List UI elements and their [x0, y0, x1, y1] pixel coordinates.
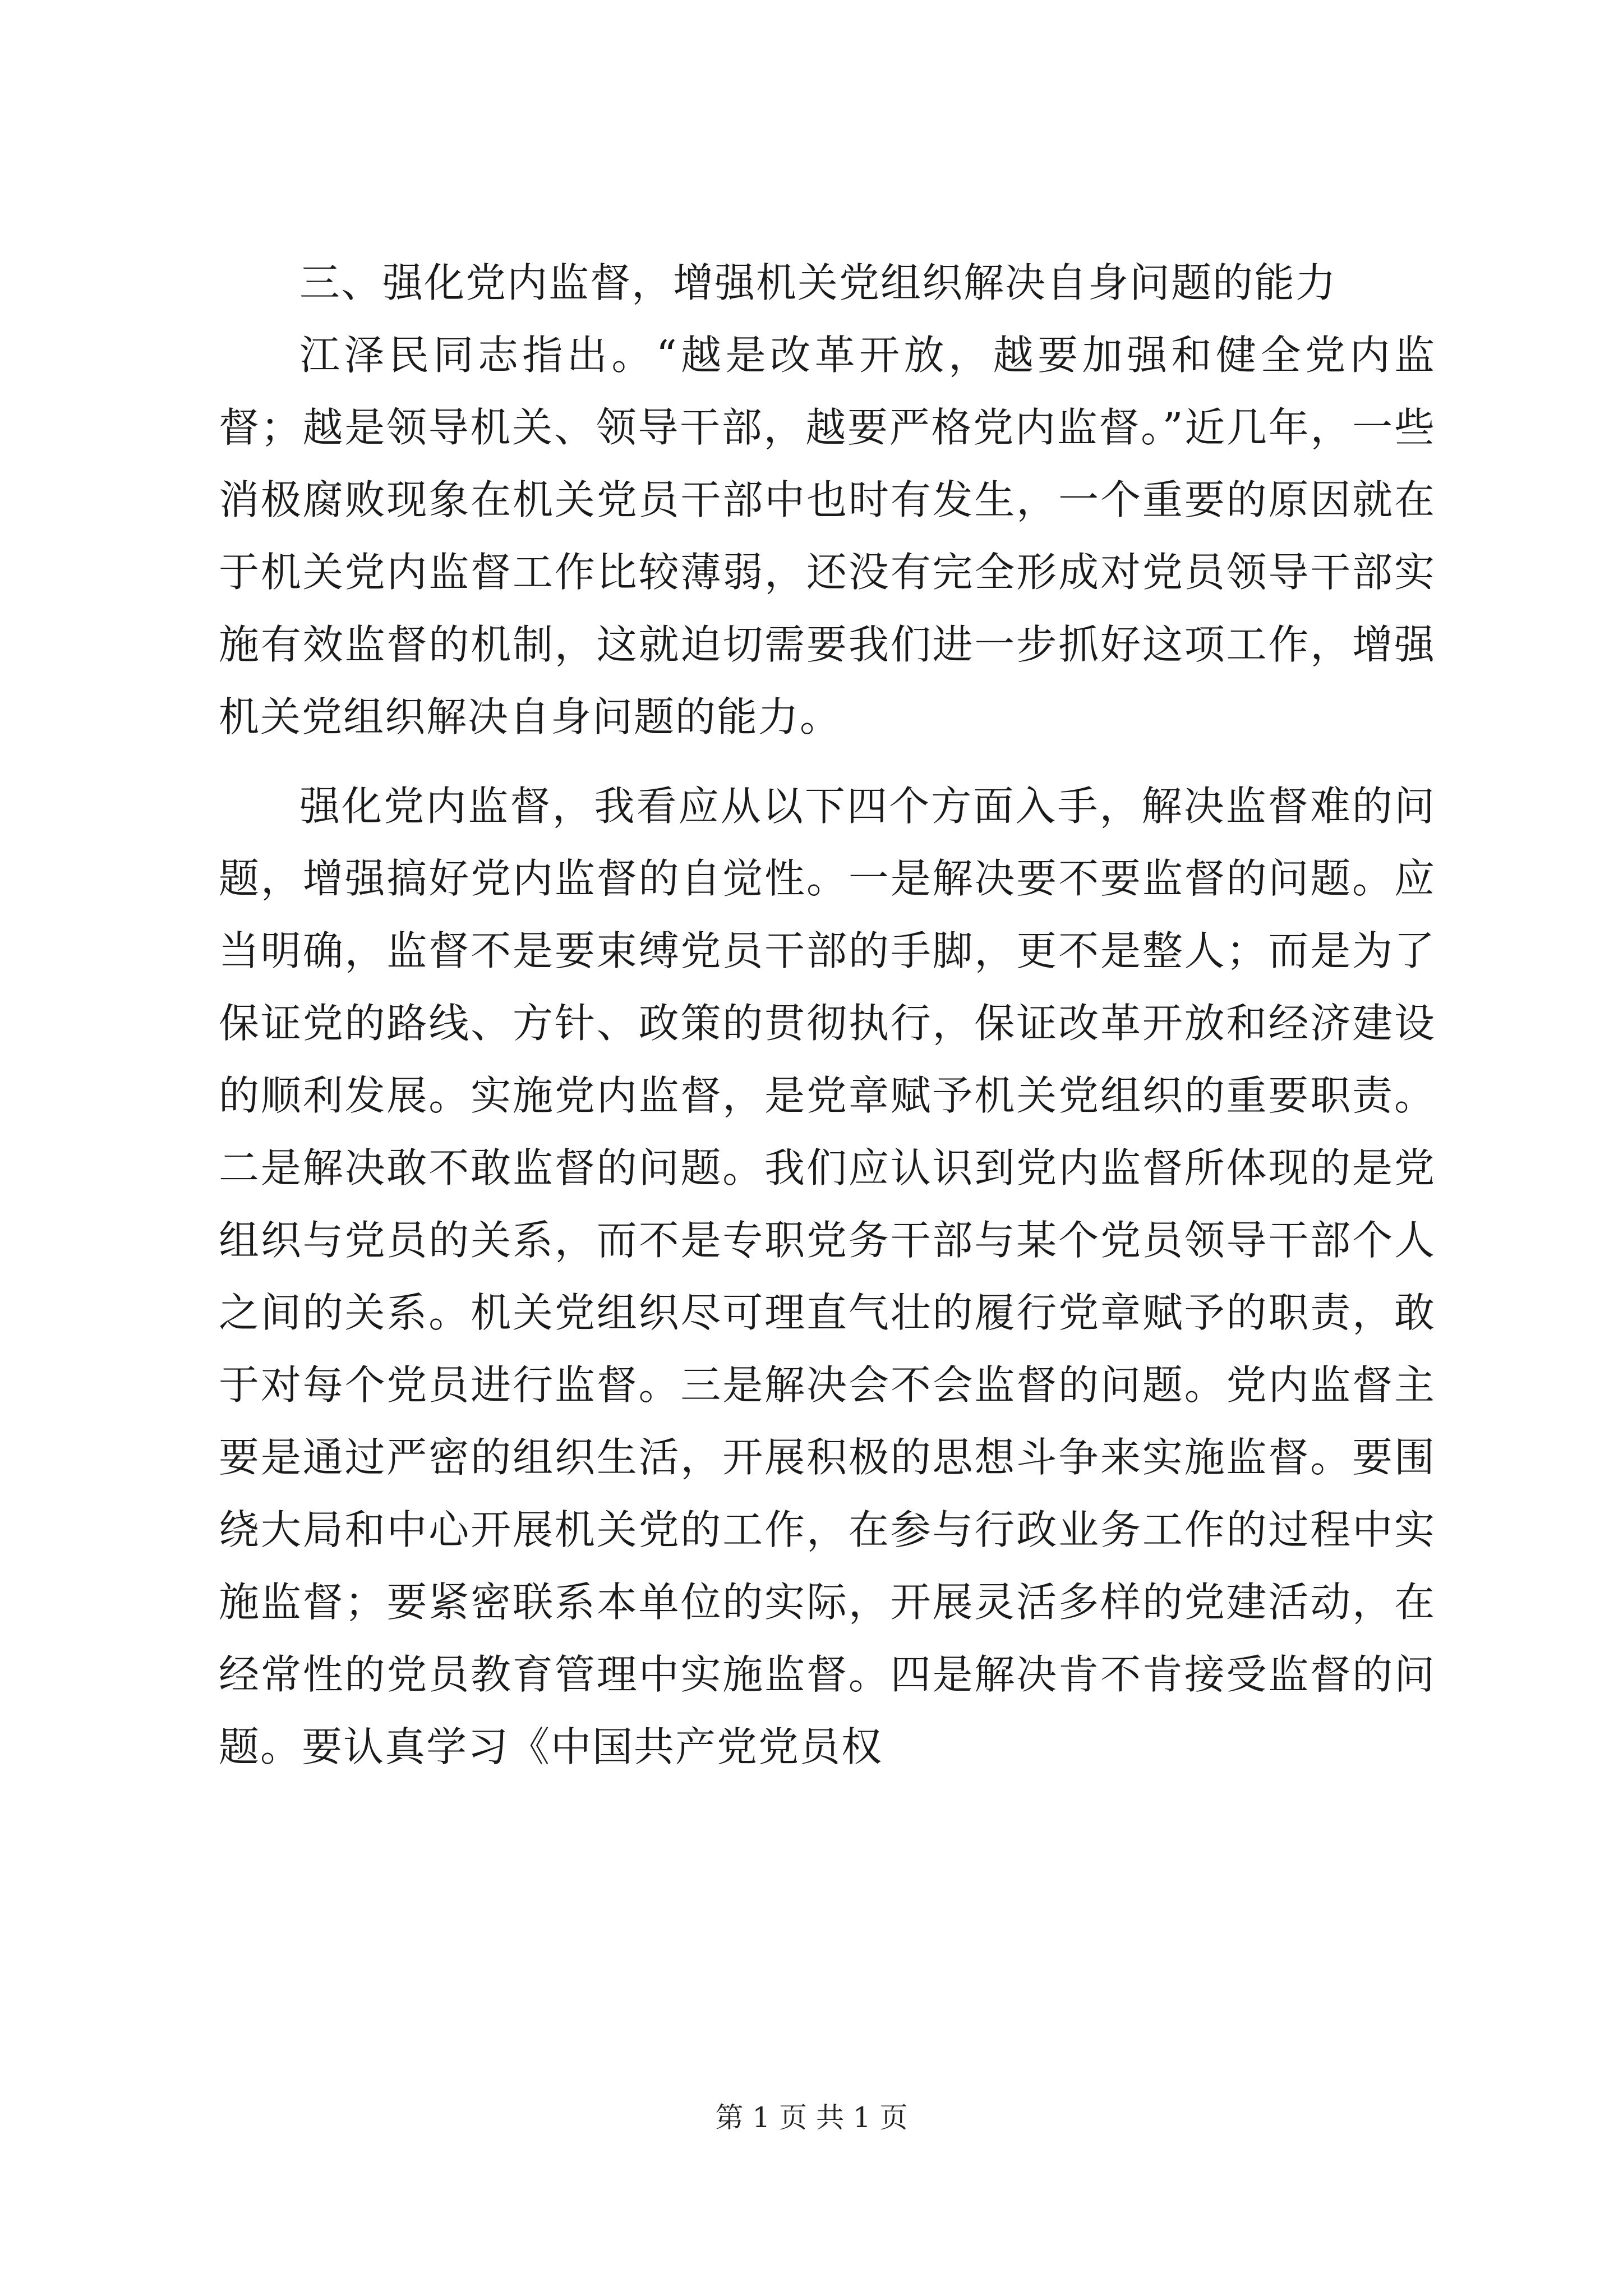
paragraph: 强化党内监督，我看应从以下四个方面入手，解决监督难的问题，增强搞好党内监督的自觉性。一是解决要不要监督的问题。应当明确，监督不是要束缚党员干部的手脚，更不是整人；而是为了保证党的路线、方针、政策的贯彻执行，保证改革开放和经济建设的顺利发展。实施党内监督，是党章赋予机关党组织的重要职责。二是解决敢不敢监督的问题。我们应认识到党内监督所体现的是党组织与党员的关系，而不是专职党务干部与某个党员领导干部个人之间的关系。机关党组织尽可理直气壮的履行党章赋予的职责，敢于对每个党员进行监督。三是解决会不会监督的问题。党内监督主要是通过严密的组织生活，开展积极的思想斗争来实施监督。要围绕大局和中心开展机关党的工作，在参与行政业务工作的过程中实施监督；要紧密联系本单位的实际，开展灵活多样的党建活动，在经常性的党员教育管理中实施监督。四是解决肯不肯接受监督的问题。要认真学习《中国共产党党员权	[219, 783, 1436, 1770]
section-heading: 三、强化党内监督，增强机关党组织解决自身问题的能力	[299, 259, 1338, 306]
document-body	[219, 247, 1436, 1783]
page-footer: 第 1 页 共 1 页	[715, 2101, 908, 2134]
paragraph: 江泽民同志指出。“越是改革开放，越要加强和健全党内监督；越是领导机关、领导干部，越要严格党内监督。”近几年，一些消极腐败现象在机关党员干部中也时有发生，一个重要的原因就在于机关党内监督工作比较薄弱，还没有完全形成对党员领导干部实施有效监督的机制，这就迫切需要我们进一步抓好这项工作，增强机关党组织解决自身问题的能力。	[219, 332, 1436, 740]
